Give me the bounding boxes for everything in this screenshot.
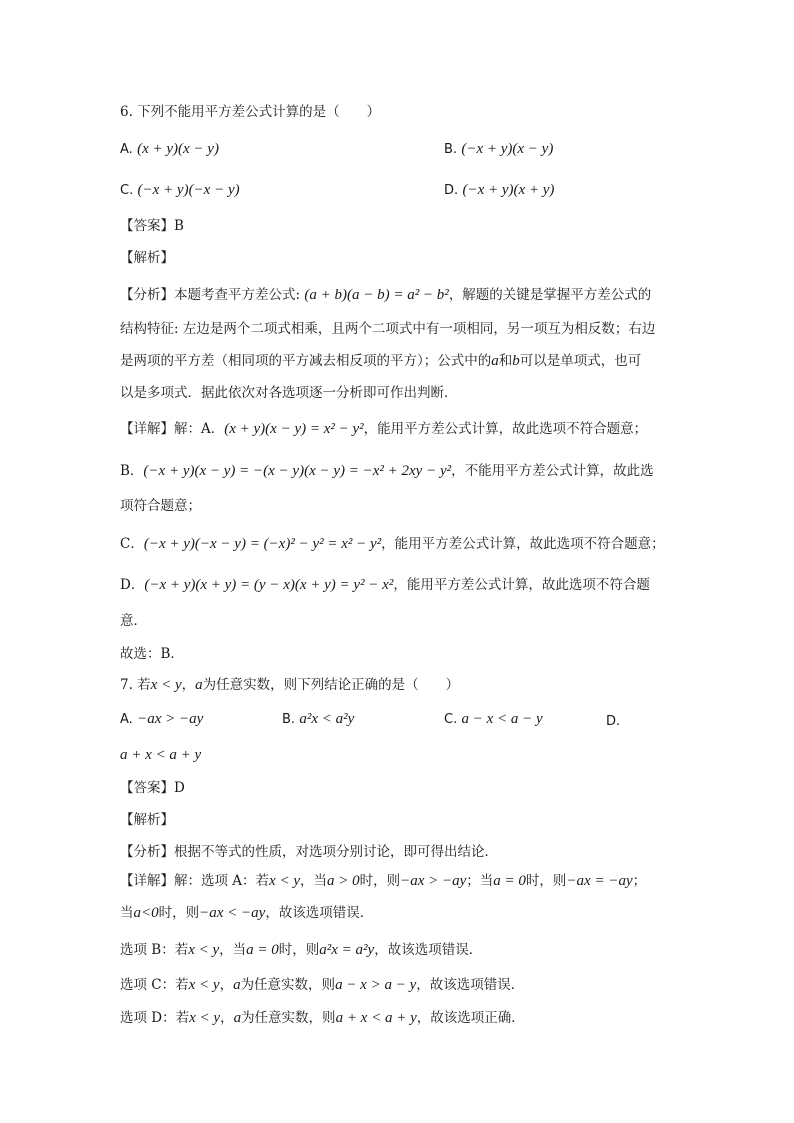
- q7-detail-b: 选项 B：若x < y，当a = 0时，则a²x = a²y，故该选项错误．: [120, 942, 483, 958]
- q6-detail-c: C．(−x + y)(−x − y) = (−x)² − y² = x² − y²，能用平方差公式计算，故此选项不符合题意；: [120, 536, 665, 552]
- q7-option-d-label: D.: [606, 714, 621, 729]
- q6-analysis-title: 【解析】: [120, 250, 174, 266]
- q6-analysis-line-1: 【分析】本题考查平方差公式: (a + b)(a − b) = a² − b²，解题的关键是掌握平方差公式的: [120, 287, 652, 303]
- q7-option-a: A. −ax > −ay: [120, 711, 204, 727]
- q7-detail-d: 选项 D：若x < y，a为任意实数，则a + x < a + y，故该选项正确．: [120, 1010, 525, 1026]
- q6-analysis-line-4: 以是多项式．据此依次对各选项逐一分析即可作出判断．: [120, 385, 458, 401]
- q6-analysis-line-3: 是两项的平方差（相同项的平方减去相反项的平方）；公式中的a和b可以是单项式，也可: [120, 353, 642, 369]
- q6-answer: 【答案】B: [120, 218, 184, 234]
- q7-option-b: B. a²x < a²y: [282, 711, 355, 727]
- q7-answer: 【答案】D: [120, 780, 185, 796]
- q7-option-c: C. a − x < a − y: [444, 711, 543, 727]
- q7-analysis-title: 【解析】: [120, 812, 174, 828]
- q6-analysis-line-2: 结构特征: 左边是两个二项式相乘，且两个二项式中有一项相同，另一项互为相反数；右边: [120, 321, 656, 337]
- q6-option-c: C. (−x + y)(−x − y): [120, 182, 240, 198]
- q7-option-d-math: a + x < a + y: [120, 747, 202, 763]
- q6-option-d: D. (−x + y)(x + y): [444, 182, 555, 198]
- q6-option-a: A. (x + y)(x − y): [120, 141, 219, 157]
- q6-choose: 故选：B．: [120, 646, 184, 662]
- q7-stem: 7. 若x < y，a为任意实数，则下列结论正确的是（ ）: [120, 677, 460, 693]
- q6-detail-d-cont: 意．: [120, 613, 147, 629]
- q6-detail-a: 【详解】解：A．(x + y)(x − y) = x² − y²，能用平方差公式计算，故此选项不符合题意；: [120, 421, 648, 437]
- q7-detail-c: 选项 C：若x < y，a为任意实数，则a − x > a − y，故该选项错误．: [120, 977, 525, 993]
- q7-analysis: 【分析】根据不等式的性质，对选项分别讨论，即可得出结论．: [120, 844, 498, 860]
- q7-detail-line-1: 【详解】解：选项 A：若x < y，当a > 0时，则−ax > −ay；当a = 0时，则−ax = −ay；: [120, 873, 647, 889]
- q6-detail-b-cont: 项符合题意；: [120, 498, 201, 514]
- q6-detail-d: D．(−x + y)(x + y) = (y − x)(x + y) = y² − x²，能用平方差公式计算，故此选项不符合题: [120, 577, 650, 593]
- q6-stem: 6. 下列不能用平方差公式计算的是（ ）: [120, 104, 381, 120]
- q7-detail-line-2: 当a<0时，则−ax < −ay，故该选项错误．: [120, 905, 374, 921]
- q6-detail-b: B．(−x + y)(x − y) = −(x − y)(x − y) = −x² + 2xy − y²，不能用平方差公式计算，故此选: [120, 463, 654, 479]
- q6-option-b: B. (−x + y)(x − y): [444, 141, 554, 157]
